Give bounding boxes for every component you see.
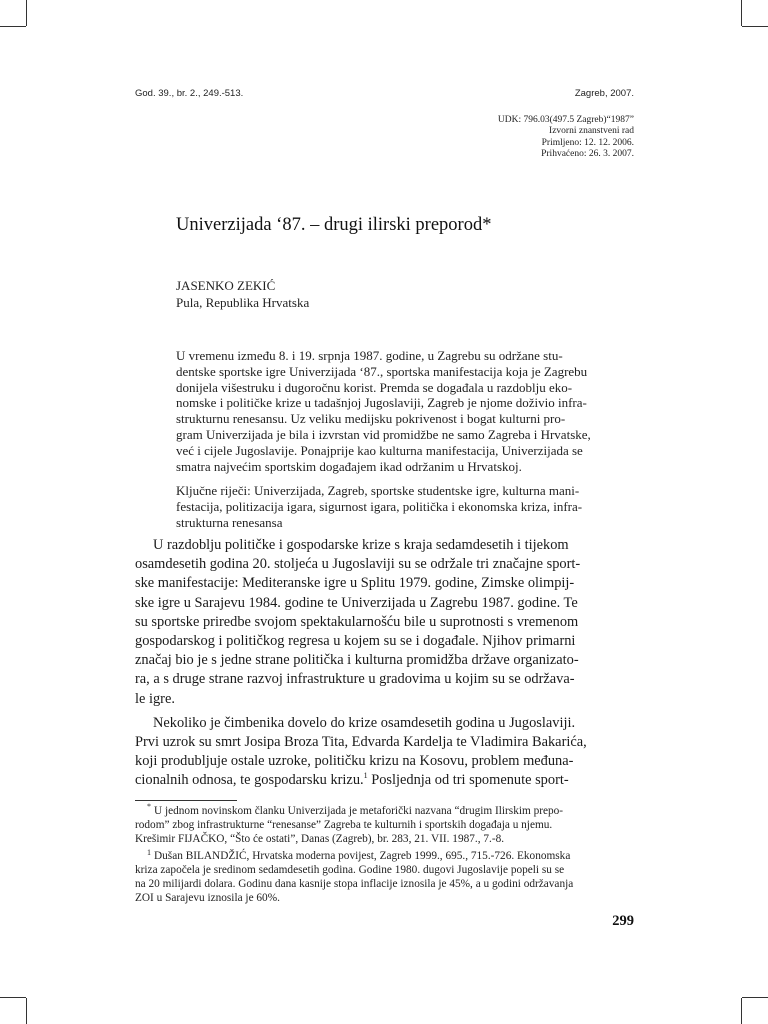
abstract-line: dentske sportske igre Univerzijada ‘87., sportska manifestacija koja je Zagrebu (176, 363, 588, 379)
crop-mark-top-left-v (26, 0, 27, 26)
author-block (176, 277, 309, 311)
body-line: U razdoblju političke i gospodarske krize s kraja sedamdesetih i tijekom (153, 537, 569, 553)
keywords (176, 483, 634, 530)
paragraph-2 (135, 714, 634, 791)
running-header-left: God. 39., br. 2., 249.-513. (135, 88, 244, 99)
paragraph-1 (135, 536, 634, 709)
footnote-line: Krešimir FIJAČKO, “Što će ostati”, Danas (Zagreb), br. 283, 21. VII. 1987., 7.-8. (135, 832, 505, 845)
footnote-mark: * (147, 802, 151, 812)
running-header-right: Zagreb, 2007. (574, 88, 634, 99)
abstract-line: gram Univerzijada je bila i izvrstan vid promidžbe ne samo Zagreba i Hrvatske, (176, 426, 591, 442)
footnote-star (135, 802, 634, 846)
accepted-date: Prihvaćeno: 26. 3. 2007. (541, 148, 634, 159)
footnote-1 (135, 847, 634, 905)
footnote-line: ZOI u Sarajevu iznosila je 60%. (135, 891, 280, 904)
body-line: značaj bio je s jedne strane politička i kulturna promidžba države organizato- (135, 652, 579, 669)
crop-mark-bottom-right-h (742, 997, 768, 998)
crop-mark-top-right-h (742, 26, 768, 27)
footnote-text: U jednom novinskom članku Univerzijada je metaforički nazvana “drugim Ilirskim prepo- (154, 805, 564, 817)
body-line: ske manifestacije: Mediteranske igre u Splitu 1979. godine, Zimske olimpij- (135, 575, 575, 592)
body-line-text: cionalnih odnosa, te gospodarsku krizu. (135, 772, 364, 789)
footnote-mark: 1 (147, 847, 151, 857)
footnote-line: kriza započela je sredinom sedamdesetih godina. Godine 1980. dugovi Jugoslavije popeli su se (135, 864, 565, 877)
body-text (135, 536, 634, 791)
abstract-line: smatra najvećim sportskim događajem ikad održanim u Hrvatskoj. (176, 458, 522, 474)
footnote-ref-1[interactable]: 1 (363, 771, 368, 781)
footnotes (135, 802, 634, 906)
article-title: Univerzijada ‘87. – drugi ilirski preporod* (176, 215, 492, 235)
crop-mark-bottom-left-h (0, 997, 26, 998)
body-line: su sportske priredbe svojom spektakularnošću bile u suprotnosti s vremenom (135, 613, 579, 630)
abstract-line: U vremenu između 8. i 19. srpnja 1987. godine, u Zagrebu su održane stu- (176, 348, 563, 363)
body-line: ske igre u Sarajevu 1984. godine te Univerzijada u Zagrebu 1987. godine. Te (135, 594, 578, 611)
udk-block (498, 115, 634, 160)
abstract-line: nomske i političke krize u tadašnjoj Jugoslaviji, Zagreb je njome doživio infra- (176, 395, 587, 411)
footnote-line (135, 802, 634, 819)
body-line: le igre. (135, 690, 175, 707)
body-line: osamdesetih godina 20. stoljeća u Jugoslaviji su se održale tri značajne sport- (135, 556, 581, 573)
keywords-line: festacija, politizacija igara, sigurnost igara, politička i ekonomska kriza, infra- (176, 499, 583, 515)
crop-mark-bottom-right-v (741, 998, 742, 1024)
page-number: 299 (612, 913, 634, 929)
author-name: JASENKO ZEKIĆ (176, 278, 276, 293)
crop-mark-top-right-v (741, 0, 742, 26)
footnote-rule (135, 800, 237, 801)
footnote-line: na 20 milijardi dolara. Godinu dana kasnije stopa inflacije iznosila je 45%, a u godini održavanja (135, 877, 574, 890)
crop-mark-top-left-h (0, 26, 26, 27)
footnote-line (135, 847, 634, 864)
received-date: Primljeno: 12. 12. 2006. (541, 137, 634, 148)
abstract-line: donijela višestruku i dugoročnu korist. Premda se događala u razdoblju eko- (176, 379, 573, 395)
abstract-line: već i cijele Jugoslavije. Ponajprije kao kulturna manifestacija, Univerzijada se (176, 442, 583, 458)
body-line (135, 771, 634, 790)
body-line: Prvi uzrok su smrt Josipa Broza Tita, Edvarda Kardelja te Vladimira Bakarića, (135, 734, 587, 751)
footnote-line: rodom” zbog infrastrukturne “renesanse” Zagreba te kulturnih i sportskih događaja u njemu. (135, 818, 553, 831)
body-line: ra, a s druge strane razvoj infrastrukture u gradovima u kojim su se održava- (135, 671, 575, 688)
body-line: gospodarskog i političkog regresa u kojem su se i događale. Njihov primarni (135, 633, 576, 650)
footnote-text: Dušan BILANDŽIĆ, Hrvatska moderna povijest, Zagreb 1999., 695., 715.-726. Ekonomska (154, 850, 571, 863)
crop-mark-bottom-left-v (26, 998, 27, 1024)
body-line: koji produbljuje ostale uzroke, političku krizu na Kosovu, problem međuna- (135, 753, 574, 770)
abstract (176, 348, 634, 531)
udk-code: UDK: 796.03(497.5 Zagreb)“1987” (497, 115, 634, 125)
author-affiliation: Pula, Republika Hrvatska (176, 295, 310, 310)
body-line: Nekoliko je čimbenika dovelo do krize osamdesetih godina u Jugoslaviji. (153, 714, 576, 731)
keywords-line: Ključne riječi: Univerzijada, Zagreb, sportske studentske igre, kulturna mani- (176, 483, 580, 499)
keywords-line: strukturna renesansa (176, 514, 283, 530)
abstract-line: strukturnu renesansu. Uz veliku medijsku pokrivenost i bogat kulturni pro- (176, 411, 566, 427)
article-type: Izvorni znanstveni rad (549, 126, 634, 137)
body-line-text: Posljednja od tri spomenute sport- (367, 772, 569, 789)
